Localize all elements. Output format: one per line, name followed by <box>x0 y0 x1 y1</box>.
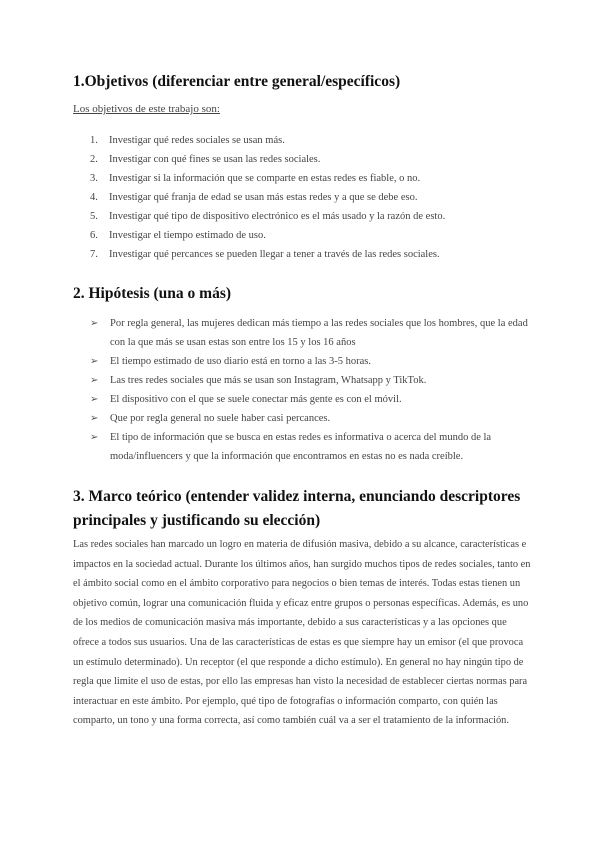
list-item: 5. Investigar qué tipo de dispositivo electrónico es el más usado y la razón de esto. <box>90 211 446 222</box>
list-item: ➢ El tipo de información que se busca en estas redes es informativa o acerca del mundo de la moda/influencers y que la información que encontramos en estas no es nada creíble. <box>90 428 530 466</box>
arrow-bullet-icon: ➢ <box>90 413 99 424</box>
hypothesis-heading: 2. Hipótesis (una o más) <box>73 285 232 302</box>
list-item: 3. Investigar si la información que se comparte en estas redes es fiable, o no. <box>90 173 421 184</box>
list-item: 1. Investigar qué redes sociales se usan más. <box>90 135 285 146</box>
list-item: 7. Investigar qué percances se pueden llegar a tener a través de las redes sociales. <box>90 249 440 260</box>
arrow-bullet-icon: ➢ <box>90 432 99 443</box>
list-item: 4. Investigar qué franja de edad se usan más estas redes y a que se debe eso. <box>90 192 418 203</box>
arrow-bullet-icon: ➢ <box>90 356 99 367</box>
list-item: 6. Investigar el tiempo estimado de uso. <box>90 230 266 241</box>
objectives-intro: Los objetivos de este trabajo son: <box>73 103 220 115</box>
hypothesis-list <box>90 314 530 466</box>
objectives-heading: 1.Objetivos (diferenciar entre general/específicos) <box>73 73 401 90</box>
list-item: ➢ El tiempo estimado de uso diario está en torno a las 3-5 horas. <box>90 352 530 371</box>
arrow-bullet-icon: ➢ <box>90 318 99 329</box>
arrow-bullet-icon: ➢ <box>90 375 99 386</box>
theory-heading: 3. Marco teórico (entender validez interna, enunciando descriptores principales y justificando su elección) <box>73 488 521 529</box>
list-item: ➢ Que por regla general no suele haber casi percances. <box>90 409 530 428</box>
list-item: ➢ Por regla general, las mujeres dedican más tiempo a las redes sociales que los hombres, que la edad con la que más se usan estas son entre los 15 y los 16 años <box>90 314 530 352</box>
list-item: 2. Investigar con qué fines se usan las redes sociales. <box>90 154 321 165</box>
theory-paragraph: Las redes sociales han marcado un logro en materia de difusión masiva, debido a su alcance, características e impactos en la sociedad actual. Durante los últimos años, han surgido muchos tipos de redes sociales, tanto en el ámbito social como en el ámbito corporativo para negocios o bien temas de interés. Todas estas tienen un objetivo común, lograr una comunicación fluida y eficaz entre grupos o personas específicas. Además, es uno de los medios de comunicación masiva más importante, debido a sus características y a las opciones que ofrece a todos sus usuarios. Una de las características de estas es que siempre hay un emisor (el que provoca un estímulo determinado). Un receptor (el que responde a dicho estímulo). En general no hay ningún tipo de regla que limite el uso de estas, por ello las empresas han visto la necesidad de establecer ciertas normas para interactuar en este ámbito. Por ejemplo, qué tipo de fotografías o información comparto, con quién las comparto, un tono y una forma correcta, así como también cuál va a ser el tratamiento de la información. <box>73 539 531 727</box>
objectives-list <box>90 131 445 264</box>
list-item: ➢ Las tres redes sociales que más se usan son Instagram, Whatsapp y TikTok. <box>90 371 530 390</box>
list-item: ➢ El dispositivo con el que se suele conectar más gente es con el móvil. <box>90 390 530 409</box>
arrow-bullet-icon: ➢ <box>90 394 99 405</box>
